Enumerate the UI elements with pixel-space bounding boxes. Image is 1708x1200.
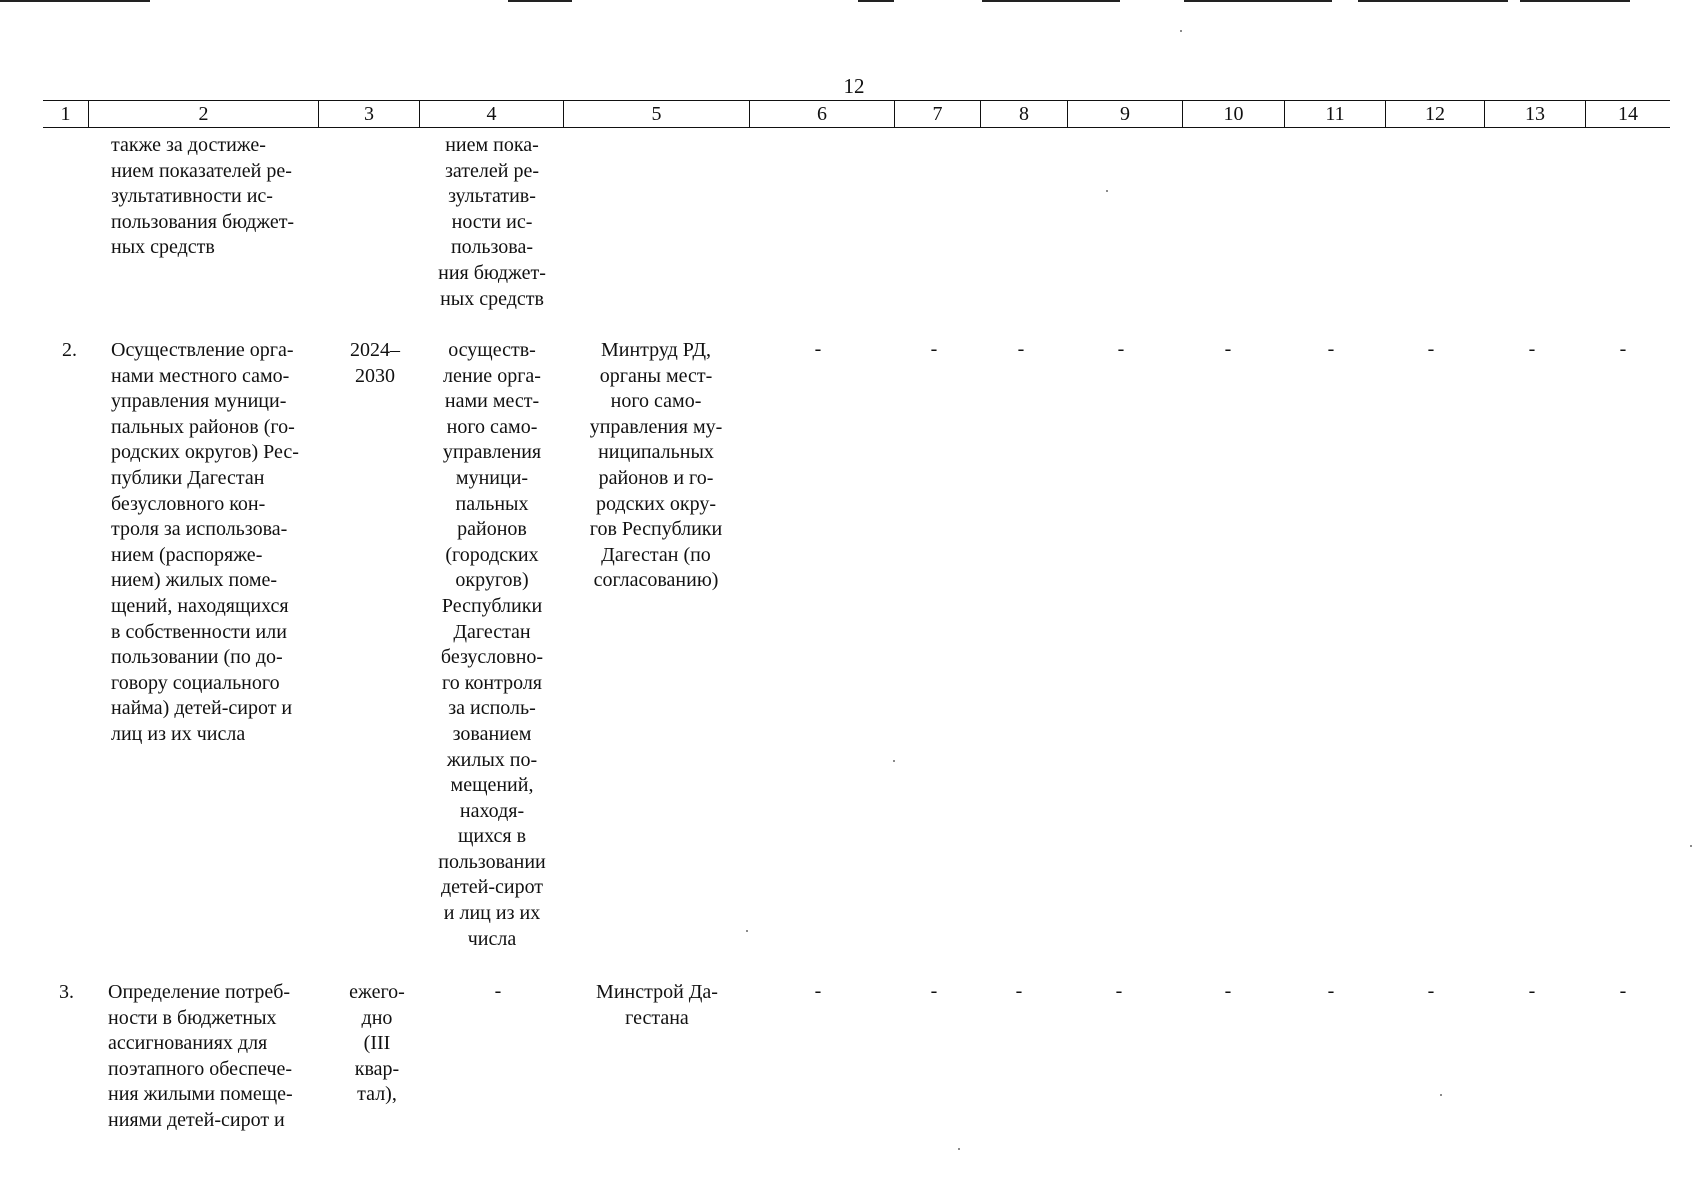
text-line: пользовании — [438, 850, 546, 873]
text-line: лиц из их числа — [111, 722, 246, 745]
text-line: ниями детей-сирот и — [108, 1108, 285, 1131]
cell-dash: - — [1117, 338, 1125, 360]
text-line: Минтруд РД, — [600, 339, 712, 361]
text-line: поэтапного обеспече- — [108, 1057, 293, 1080]
cell-dash: - — [930, 980, 938, 1002]
top-edge-line — [1358, 0, 1508, 2]
column-header: 13 — [1484, 101, 1585, 127]
cell-dash: - — [494, 980, 502, 1002]
text-line: ление орга- — [443, 364, 541, 387]
column-header: 8 — [980, 101, 1067, 127]
text-line: родских окру- — [595, 492, 716, 515]
scan-speck — [1106, 190, 1108, 192]
cell-dash: - — [1327, 980, 1335, 1002]
text-line: Дагестан (по — [601, 543, 711, 566]
table-header-row — [43, 100, 1670, 128]
scan-speck — [1180, 30, 1182, 32]
cell-dash: - — [930, 338, 938, 360]
scan-speck — [1440, 1094, 1442, 1096]
text-line: дно — [361, 1006, 393, 1029]
text-line: безусловного кон- — [111, 492, 266, 515]
text-line: пользовании (по до- — [111, 646, 283, 669]
text-line: ных средств — [111, 236, 215, 259]
text-line: го контроля — [441, 671, 542, 694]
cell-dash: - — [814, 980, 822, 1002]
text-line: ния жилыми помеще- — [108, 1083, 293, 1106]
top-edge-line — [982, 0, 1120, 2]
text-line: ных средств — [440, 287, 544, 310]
cell-dash: - — [1427, 980, 1435, 1002]
column-header: 12 — [1385, 101, 1484, 127]
text-line: ности в бюджетных — [108, 1006, 277, 1029]
text-line: 2030 — [355, 364, 395, 387]
text-line: нием пока- — [445, 134, 539, 156]
text-line: ного само- — [610, 390, 702, 413]
column-header: 10 — [1182, 101, 1284, 127]
text-line: гестана — [625, 1006, 689, 1029]
text-line: округов) — [455, 569, 529, 592]
cell-row-number: 3. — [59, 981, 74, 1003]
scan-speck — [1690, 845, 1692, 847]
cell-dash: - — [1017, 338, 1025, 360]
scan-speck — [746, 930, 748, 932]
text-line: управления му- — [589, 415, 723, 438]
text-line: (III — [363, 1032, 391, 1055]
text-line: ного само- — [446, 415, 538, 438]
column-header: 5 — [563, 101, 749, 127]
top-edge-line — [0, 0, 150, 2]
cell-dash: - — [1528, 980, 1536, 1002]
text-line: ниципальных — [598, 441, 714, 464]
text-line: зультативности ис- — [111, 185, 273, 208]
text-line: ности ис- — [451, 210, 533, 233]
text-line: пальных районов (го- — [111, 415, 295, 438]
column-header: 3 — [318, 101, 419, 127]
text-line: управления муници- — [111, 390, 287, 413]
text-line: нием показателей ре- — [111, 159, 292, 182]
text-line: осуществ- — [448, 339, 536, 361]
text-line: нием) жилых поме- — [111, 569, 278, 592]
text-line: публики Дагестан — [111, 466, 265, 489]
cell-expected-result — [420, 133, 564, 312]
text-line: районов и го- — [598, 466, 714, 489]
text-line: согласованию) — [593, 569, 719, 592]
text-line: находя- — [459, 799, 525, 822]
text-line: в собственности или — [111, 620, 287, 643]
text-line: найма) детей-сирот и — [111, 697, 293, 720]
column-header: 11 — [1284, 101, 1385, 127]
text-line: щихся в — [457, 825, 527, 848]
cell-row-number: 2. — [62, 339, 77, 361]
text-line: зованием — [452, 722, 532, 745]
text-line: Дагестан — [453, 620, 531, 643]
text-line: ния бюджет- — [438, 261, 546, 284]
text-line: за исполь- — [448, 697, 536, 720]
text-line: детей-сирот — [440, 876, 544, 899]
cell-dash: - — [1115, 980, 1123, 1002]
column-header: 7 — [894, 101, 980, 127]
top-edge-line — [508, 0, 572, 2]
text-line: зателей ре- — [445, 159, 539, 182]
cell-executor — [566, 338, 746, 594]
text-line: троля за использова- — [111, 518, 288, 541]
text-line: гов Республики — [589, 518, 723, 541]
text-line: числа — [467, 927, 517, 950]
cell-executor — [567, 980, 747, 1031]
text-line: нами мест- — [444, 390, 540, 413]
text-line: управления — [442, 441, 542, 464]
text-line: Определение потреб- — [108, 981, 291, 1003]
top-edge-line — [1184, 0, 1332, 2]
cell-measure-name — [111, 338, 320, 748]
cell-dash: - — [1224, 338, 1232, 360]
text-line: ежего- — [349, 981, 405, 1003]
cell-dash: - — [1619, 338, 1627, 360]
text-line: Минстрой Да- — [596, 981, 718, 1003]
cell-dash: - — [1427, 338, 1435, 360]
column-header: 1 — [60, 103, 71, 125]
text-line: (городских — [445, 543, 539, 566]
cell-period — [335, 338, 415, 389]
column-header: 4 — [419, 101, 563, 127]
text-line: безусловно- — [440, 646, 544, 669]
text-line: Республики — [441, 594, 543, 617]
text-line: пользования бюджет- — [111, 210, 295, 233]
text-line: Осуществление орга- — [111, 339, 294, 361]
cell-dash: - — [1015, 980, 1023, 1002]
column-header: 2 — [88, 101, 318, 127]
cell-dash: - — [814, 338, 822, 360]
text-line: жилых по- — [446, 748, 538, 771]
text-line: нием (распоряже- — [111, 543, 263, 566]
scan-speck — [958, 1148, 960, 1150]
text-line: и лиц из их — [443, 902, 541, 925]
column-header: 14 — [1585, 101, 1670, 127]
column-header: 9 — [1067, 101, 1182, 127]
page-number: 12 — [843, 74, 865, 98]
text-line: говору социального — [111, 671, 280, 694]
text-line: щений, находящихся — [111, 594, 289, 617]
text-line: муници- — [455, 466, 529, 489]
text-line: тал), — [357, 1083, 397, 1106]
cell-period — [337, 980, 417, 1108]
text-line: 2024– — [350, 339, 400, 361]
text-line: нами местного само- — [111, 364, 290, 387]
cell-dash: - — [1528, 338, 1536, 360]
text-line: пользова- — [450, 236, 534, 259]
cell-dash: - — [1619, 980, 1627, 1002]
scan-speck — [893, 760, 895, 762]
cell-expected-result — [420, 338, 564, 952]
cell-dash: - — [1327, 338, 1335, 360]
text-line: также за достиже- — [111, 134, 266, 156]
text-line: родских округов) Рес- — [111, 441, 299, 464]
text-line: мещений, — [450, 774, 534, 797]
top-edge-line — [858, 0, 894, 2]
text-line: квар- — [354, 1057, 400, 1080]
column-header: 6 — [749, 101, 894, 127]
text-line: пальных — [455, 492, 529, 515]
cell-measure-name — [108, 980, 320, 1134]
top-edge-line — [1520, 0, 1630, 2]
text-line: зультатив- — [448, 185, 536, 208]
text-line: ассигнованиях для — [108, 1032, 268, 1055]
text-line: районов — [457, 518, 527, 541]
cell-measure-name — [111, 133, 320, 261]
cell-dash: - — [1224, 980, 1232, 1002]
text-line: органы мест- — [599, 364, 713, 387]
